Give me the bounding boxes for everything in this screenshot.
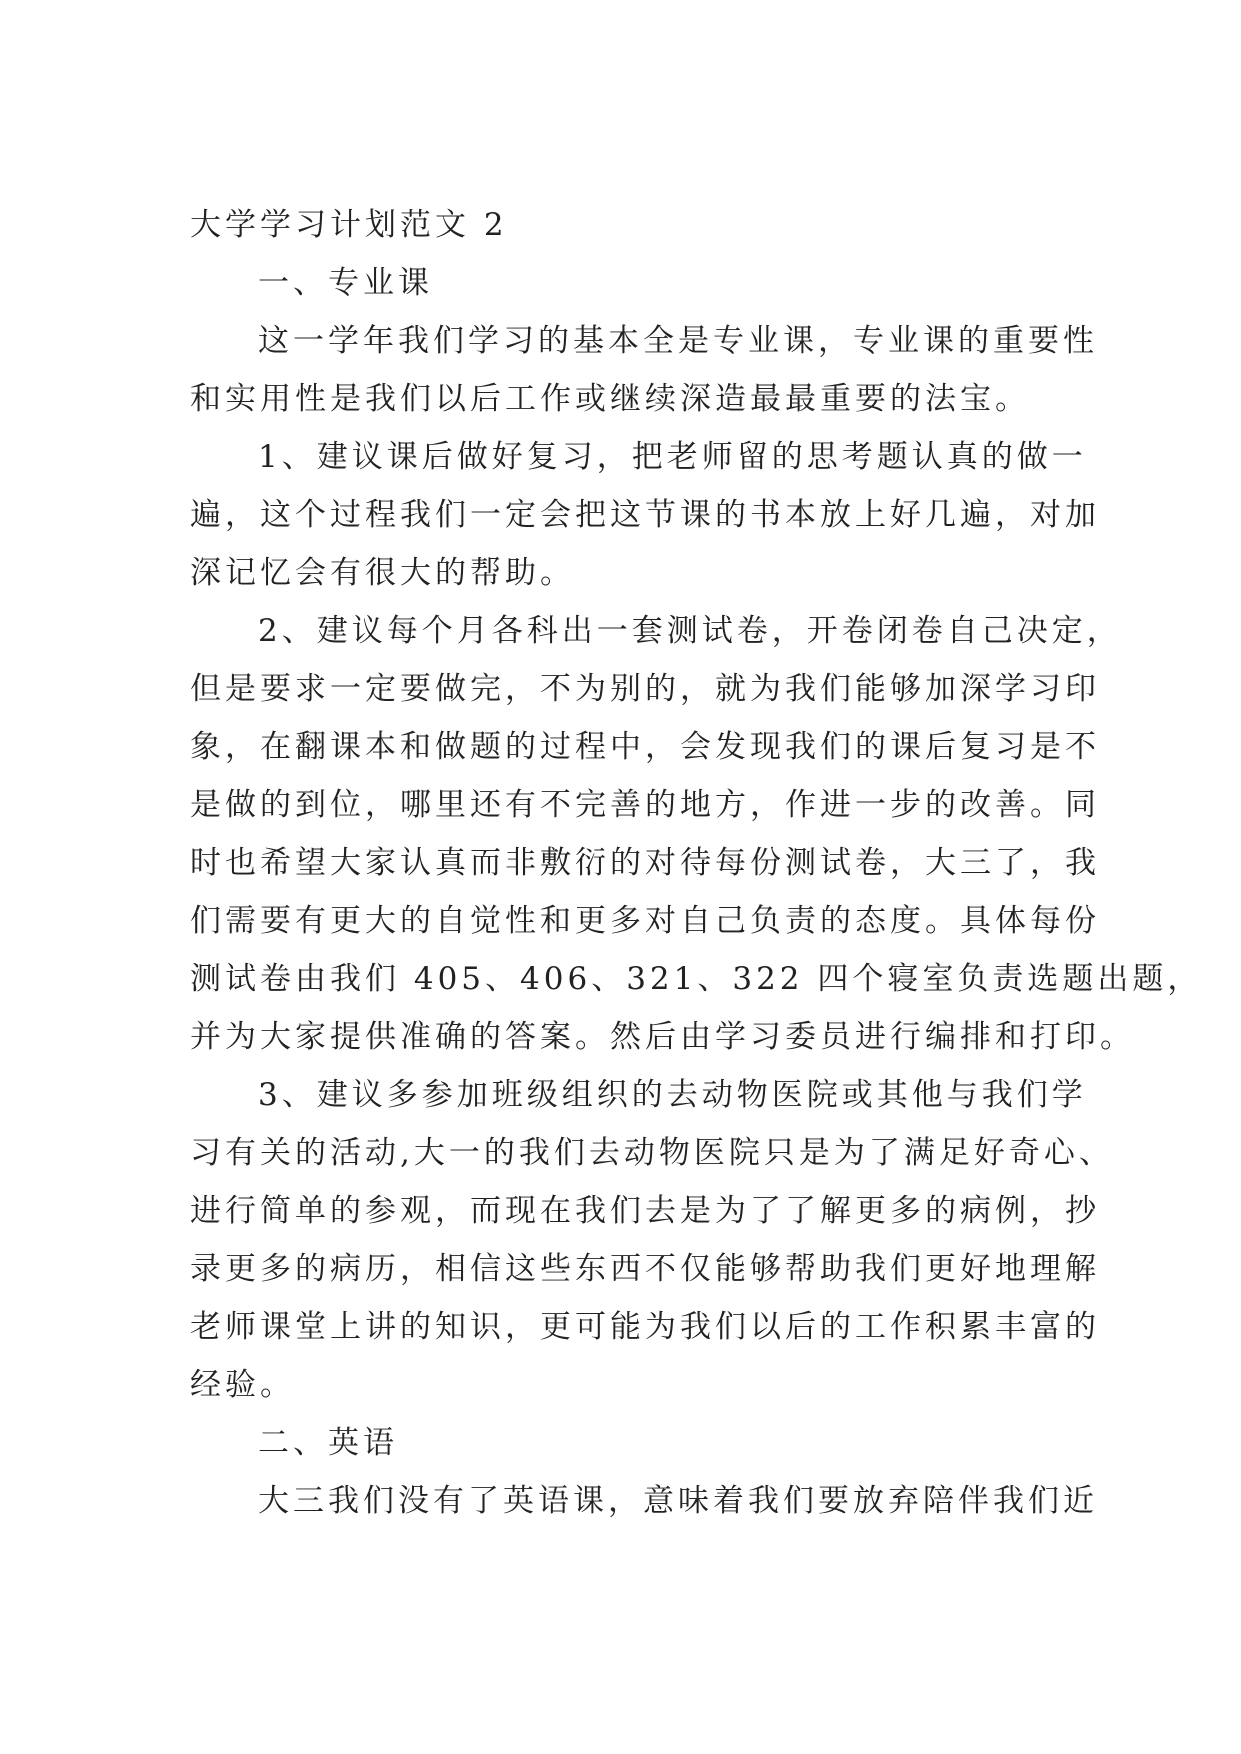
paragraph-line: 遍，这个过程我们一定会把这节课的书本放上好几遍，对加 bbox=[190, 497, 1100, 533]
paragraph-line: 时也希望大家认真而非敷衍的对待每份测试卷，大三了，我 bbox=[190, 845, 1100, 881]
paragraph-line: 经验。 bbox=[190, 1367, 295, 1403]
paragraph-line: 大三我们没有了英语课，意味着我们要放弃陪伴我们近 bbox=[258, 1483, 1098, 1519]
paragraph-line: 1、建议课后做好复习，把老师留的思考题认真的做一 bbox=[258, 439, 1087, 475]
paragraph-line: 老师课堂上讲的知识，更可能为我们以后的工作积累丰富的 bbox=[190, 1309, 1100, 1345]
paragraph-line: 象，在翻课本和做题的过程中，会发现我们的课后复习是不 bbox=[190, 729, 1100, 765]
paragraph-line: 和实用性是我们以后工作或继续深造最最重要的法宝。 bbox=[190, 381, 1030, 417]
paragraph-line: 录更多的病历，相信这些东西不仅能够帮助我们更好地理解 bbox=[190, 1251, 1100, 1287]
paragraph-line: 但是要求一定要做完，不为别的，就为我们能够加深学习印 bbox=[190, 671, 1100, 707]
paragraph-line: 是做的到位，哪里还有不完善的地方，作进一步的改善。同 bbox=[190, 787, 1100, 823]
paragraph-line: 们需要有更大的自觉性和更多对自己负责的态度。具体每份 bbox=[190, 903, 1100, 939]
paragraph-line: 2、建议每个月各科出一套测试卷，开卷闭卷自己决定， bbox=[258, 613, 1122, 649]
paragraph-line: 习有关的活动,大一的我们去动物医院只是为了满足好奇心、 bbox=[190, 1135, 1114, 1171]
document-title: 大学学习计划范文 2 bbox=[190, 207, 508, 243]
paragraph-line: 并为大家提供准确的答案。然后由学习委员进行编排和打印。 bbox=[190, 1019, 1135, 1055]
paragraph-line: 3、建议多参加班级组织的去动物医院或其他与我们学 bbox=[258, 1077, 1087, 1113]
paragraph-line: 深记忆会有很大的帮助。 bbox=[190, 555, 575, 591]
paragraph-line: 测试卷由我们 405、406、321、322 四个寝室负责选题出题， bbox=[190, 961, 1203, 997]
paragraph-line: 进行简单的参观，而现在我们去是为了了解更多的病例，抄 bbox=[190, 1193, 1100, 1229]
section-heading-professional: 一、专业课 bbox=[258, 265, 433, 301]
paragraph-line: 这一学年我们学习的基本全是专业课，专业课的重要性 bbox=[258, 323, 1098, 359]
section-heading-english: 二、英语 bbox=[258, 1425, 398, 1461]
document-body bbox=[190, 196, 1203, 1530]
